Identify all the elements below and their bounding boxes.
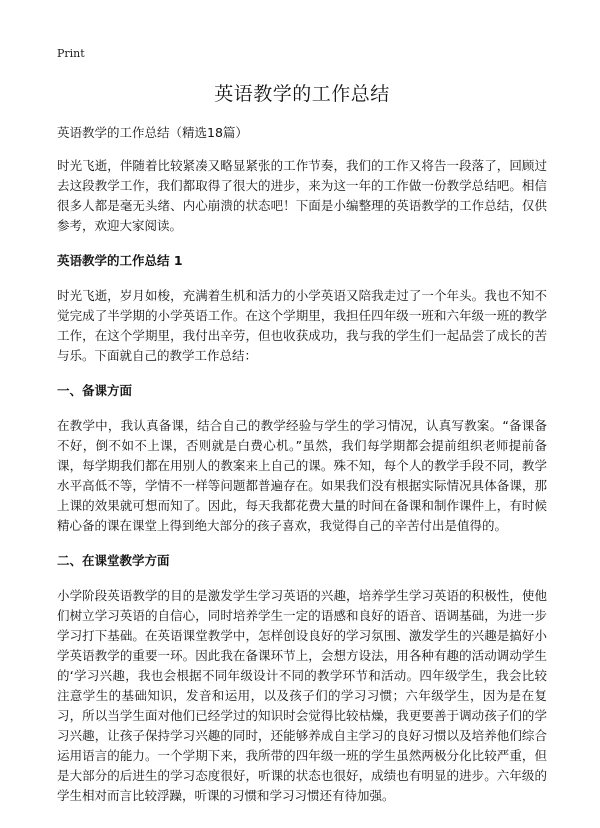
part1-heading: 一、备课方面 [57, 383, 133, 398]
part1-paragraph: 在教学中，我认真备课，结合自己的教学经验与学生的学习情况，认真写教案。“备课备不好，倒不如不上课，否则就是白费心机。”虽然，我们每学期都会提前组织老师提前备课，每学期我们都在用别人的教案来上自己的课。殊不知，每个人的教学手段不同，教学水平高低不等，学情不一样等问题都普遍存在。如果我们没有根据实际情况具体备课，那上课的效果就可想而知了。因此，每天我都花费大量的时间在备课和制作课件上，有时候精心备的课在课堂上得到绝大部分的孩子喜欢，我觉得自己的辛苦付出是值得的。 [57, 418, 547, 533]
print-link[interactable]: Print [57, 47, 85, 60]
section1-heading: 英语教学的工作总结 1 [57, 253, 183, 268]
section1-paragraph: 时光飞逝，岁月如梭，充满着生机和活力的小学英语又陪我走过了一个年头。我也不知不觉完成了半学期的小学英语工作。在这个学期里，我担任四年级一班和六年级一班的教学工作，在这个学期里，我付出辛劳，但也收获成功，我与我的学生们一起品尝了成长的苦与乐。下面就自己的教学工作总结： [57, 288, 547, 363]
document-subtitle: 英语教学的工作总结（精选18篇） [57, 125, 248, 140]
document-title: 英语教学的工作总结 [214, 83, 390, 105]
part2-heading: 二、在课堂教学方面 [57, 553, 170, 568]
part2-paragraph: 小学阶段英语教学的目的是激发学生学习英语的兴趣，培养学生学习英语的积极性，使他们树立学习英语的自信心，同时培养学生一定的语感和良好的语音、语调基础，为进一步学习打下基础。在英语课堂教学中，怎样创设良好的学习氛围、激发学生的兴趣是搞好小学英语教学的重要一环。因此我在备课环节上，会想方设法，用各种有趣的活动调动学生的‘学习兴趣，我也会根据不同年级设计不同的教学环节和活动。四年级学生，我会比较注意学生的基础知识，发音和运用，以及孩子们的学习习惯；六年级学生，因为是在复习，所以当学生面对他们已经学过的知识时会觉得比较枯燥，我更要善于调动孩子们的学习兴趣，让孩子保持学习兴趣的同时，还能够养成自主学习的良好习惯以及培养他们综合运用语言的能力。一个学期下来，我所带的四年级一班的学生虽然两极分化比较严重，但是大部分的后进生的学习态度很好，听课的状态也很好，成绩也有明显的进步。六年级的学生相对而言比较浮躁，听课的习惯和学习习惯还有待加强。 [57, 588, 547, 803]
document-body [57, 72, 547, 821]
intro-paragraph: 时光飞逝，伴随着比较紧凑又略显紧张的工作节奏，我们的工作又将告一段落了，回顾过去这段教学工作，我们都取得了很大的进步，来为这一年的工作做一份教学总结吧。相信很多人都是毫无头绪、内心崩溃的状态吧！下面是小编整理的英语教学的工作总结，仅供参考，欢迎大家阅读。 [57, 158, 547, 233]
